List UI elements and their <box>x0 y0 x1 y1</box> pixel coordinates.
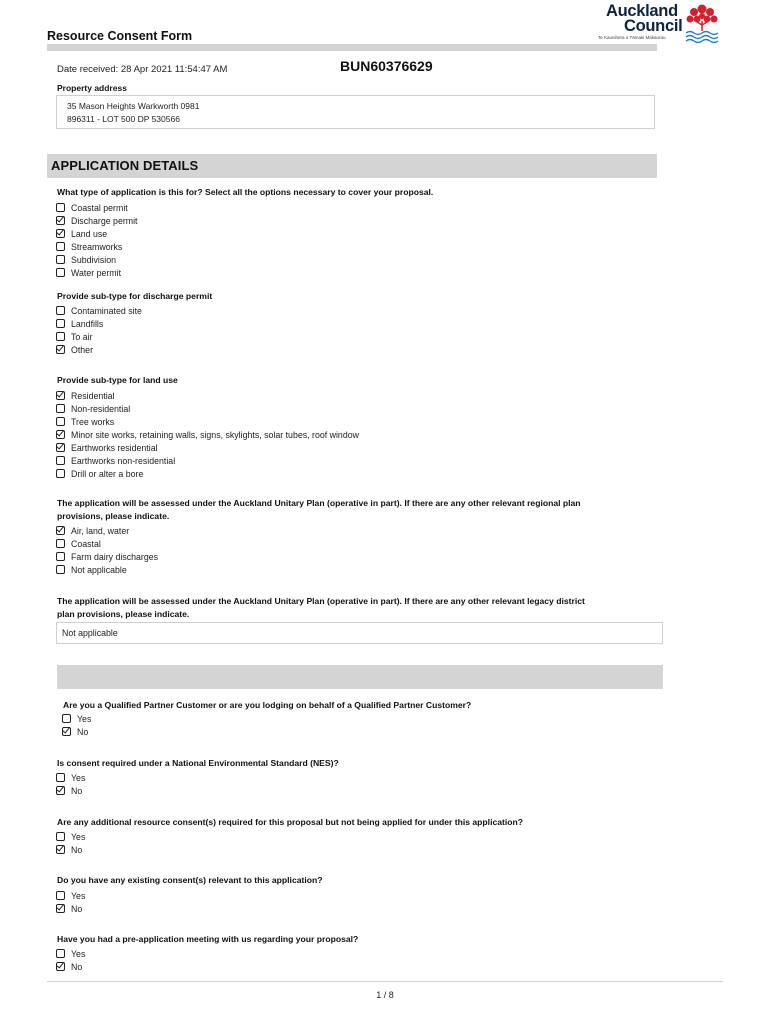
option[interactable] <box>56 403 359 416</box>
application-type-question: What type of application is this for? Select all the options necessary to cover your proposal. <box>57 187 434 197</box>
option-label: Contaminated site <box>71 306 142 316</box>
option[interactable] <box>56 551 158 564</box>
option-label: Coastal permit <box>71 203 128 213</box>
checkbox[interactable] <box>56 949 65 958</box>
option-no[interactable] <box>56 785 85 798</box>
question-line-2: plan provisions, please indicate. <box>57 609 190 619</box>
option[interactable] <box>56 331 142 344</box>
option-no[interactable] <box>62 726 91 739</box>
district-plan-answer[interactable] <box>56 622 663 644</box>
option-label: Yes <box>71 891 86 901</box>
option[interactable] <box>56 215 138 228</box>
checkbox[interactable] <box>56 430 65 439</box>
option-yes[interactable] <box>56 890 85 903</box>
qpc-options <box>62 713 91 739</box>
checkbox[interactable] <box>62 727 71 736</box>
checkbox[interactable] <box>56 268 65 277</box>
discharge-subtype-options <box>56 305 142 357</box>
option[interactable] <box>56 241 138 254</box>
option-yes[interactable] <box>56 948 85 961</box>
answer-text: Not applicable <box>62 628 118 638</box>
checkbox[interactable] <box>56 417 65 426</box>
checkbox[interactable] <box>56 203 65 212</box>
option-label: No <box>71 904 83 914</box>
section-header-blank <box>57 665 663 689</box>
option[interactable] <box>56 254 138 267</box>
option-label: Farm dairy discharges <box>71 552 159 562</box>
option-label: Tree works <box>71 417 115 427</box>
option-label: Water permit <box>71 268 122 278</box>
auckland-council-logo <box>598 0 722 44</box>
nes-question: Is consent required under a National Environmental Standard (NES)? <box>57 758 339 768</box>
option[interactable] <box>56 538 158 551</box>
footer-divider <box>47 981 723 982</box>
checkbox[interactable] <box>56 904 65 913</box>
qpc-question: Are you a Qualified Partner Customer or are you lodging on behalf of a Qualified Partner Customer? <box>63 700 472 710</box>
option[interactable] <box>56 318 142 331</box>
option-label: Air, land, water <box>71 526 130 536</box>
checkbox[interactable] <box>56 526 65 535</box>
option-yes[interactable] <box>62 713 91 726</box>
page-number: 1 / 8 <box>376 990 394 1000</box>
section-title: APPLICATION DETAILS <box>51 158 199 173</box>
checkbox[interactable] <box>56 345 65 354</box>
checkbox[interactable] <box>56 832 65 841</box>
option-label: No <box>71 962 83 972</box>
option-label: No <box>71 845 83 855</box>
option[interactable] <box>56 390 359 403</box>
checkbox[interactable] <box>56 242 65 251</box>
property-address-box <box>56 95 655 129</box>
option[interactable] <box>56 344 142 357</box>
option-label: Streamworks <box>71 242 123 252</box>
nes-options <box>56 772 85 798</box>
option-yes[interactable] <box>56 831 85 844</box>
option-label: Landfills <box>71 319 104 329</box>
logo-word-2: Council <box>624 17 683 35</box>
existing-consent-options <box>56 890 85 916</box>
option-label: Drill or alter a bore <box>71 469 144 479</box>
pre-application-options <box>56 948 85 974</box>
option-label: To air <box>71 332 93 342</box>
option-label: Not applicable <box>71 565 127 575</box>
checkbox[interactable] <box>56 332 65 341</box>
address-line-2: 896311 - LOT 500 DP 530566 <box>67 114 180 124</box>
option[interactable] <box>56 228 138 241</box>
option[interactable] <box>56 429 359 442</box>
option-label: Discharge permit <box>71 216 138 226</box>
option-yes[interactable] <box>56 772 85 785</box>
title-rule <box>47 44 657 51</box>
checkbox[interactable] <box>56 443 65 452</box>
existing-consent-question: Do you have any existing consent(s) relevant to this application? <box>57 875 323 885</box>
checkbox[interactable] <box>56 552 65 561</box>
option-label: Other <box>71 345 94 355</box>
option-label: No <box>77 727 89 737</box>
checkbox[interactable] <box>62 714 71 723</box>
checkbox[interactable] <box>56 773 65 782</box>
checkbox[interactable] <box>56 786 65 795</box>
option-label: Non-residential <box>71 404 131 414</box>
checkbox[interactable] <box>56 319 65 328</box>
logo-tagline: Te Kaunihera o Tāmaki Makaurau <box>598 35 666 40</box>
district-plan-question <box>57 595 585 621</box>
option[interactable] <box>56 267 138 280</box>
reference-number: BUN60376629 <box>340 58 433 74</box>
checkbox[interactable] <box>56 539 65 548</box>
checkbox[interactable] <box>56 962 65 971</box>
option-label: Land use <box>71 229 108 239</box>
additional-consent-options <box>56 831 85 857</box>
checkbox[interactable] <box>56 891 65 900</box>
question-line-1: The application will be assessed under the Auckland Unitary Plan (operative in part). If there are any other relevant legacy district <box>57 596 585 606</box>
additional-consent-question: Are any additional resource consent(s) required for this proposal but not being applied for under this application? <box>57 817 524 827</box>
option[interactable] <box>56 416 359 429</box>
option[interactable] <box>56 305 142 318</box>
option[interactable] <box>56 564 158 577</box>
checkbox[interactable] <box>56 404 65 413</box>
checkbox[interactable] <box>56 469 65 478</box>
form-title: Resource Consent Form <box>47 29 193 43</box>
option-label: Subdivision <box>71 255 116 265</box>
option-label: Minor site works, retaining walls, signs, skylights, solar tubes, roof window <box>71 430 359 440</box>
option[interactable] <box>56 442 359 455</box>
checkbox[interactable] <box>56 845 65 854</box>
application-type-options <box>56 202 138 280</box>
pre-application-question: Have you had a pre-application meeting with us regarding your proposal? <box>57 934 359 944</box>
checkbox[interactable] <box>56 391 65 400</box>
option[interactable] <box>56 202 138 215</box>
option-label: No <box>71 786 83 796</box>
land-use-subtype-question: Provide sub-type for land use <box>57 375 178 385</box>
discharge-subtype-question: Provide sub-type for discharge permit <box>57 291 213 301</box>
regional-plan-options <box>56 525 158 577</box>
pohutukawa-icon <box>684 1 720 43</box>
logo-word-1: Auckland <box>606 2 678 20</box>
option-label: Earthworks non-residential <box>71 456 176 466</box>
option-label: Residential <box>71 391 115 401</box>
question-line-1: The application will be assessed under the Auckland Unitary Plan (operative in part). If there are any other relevant regional plan <box>57 498 581 508</box>
option-label: Earthworks residential <box>71 443 158 453</box>
checkbox[interactable] <box>56 456 65 465</box>
regional-plan-question <box>57 497 581 523</box>
checkbox[interactable] <box>56 229 65 238</box>
address-line-1: 35 Mason Heights Warkworth 0981 <box>67 101 200 111</box>
date-received: Date received: 28 Apr 2021 11:54:47 AM <box>57 64 228 75</box>
option-label: Coastal <box>71 539 101 549</box>
land-use-subtype-options <box>56 390 359 481</box>
option[interactable] <box>56 455 359 468</box>
property-address-label: Property address <box>57 83 127 93</box>
option-label: Yes <box>71 832 86 842</box>
option-no[interactable] <box>56 961 85 974</box>
option-label: Yes <box>71 949 86 959</box>
option-no[interactable] <box>56 903 85 916</box>
question-line-2: provisions, please indicate. <box>57 511 170 521</box>
option-label: Yes <box>71 773 86 783</box>
checkbox[interactable] <box>56 565 65 574</box>
option[interactable] <box>56 468 359 481</box>
option-no[interactable] <box>56 844 85 857</box>
application-details-header <box>47 154 657 178</box>
checkbox[interactable] <box>56 306 65 315</box>
checkbox[interactable] <box>56 255 65 264</box>
option[interactable] <box>56 525 158 538</box>
option-label: Yes <box>77 714 92 724</box>
checkbox[interactable] <box>56 216 65 225</box>
